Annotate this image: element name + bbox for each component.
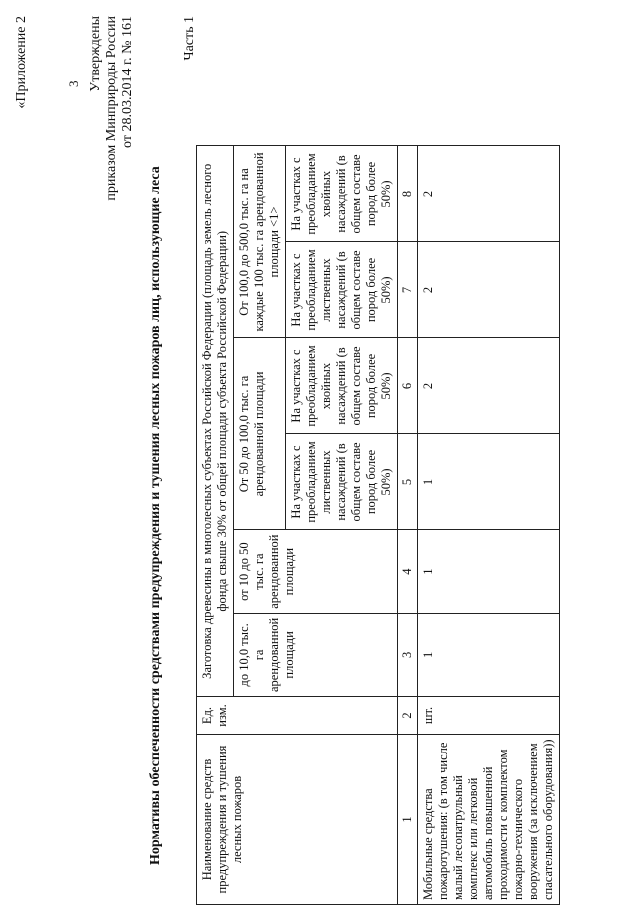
header-100to500: От 100,0 до 500,0 тыс. га на каждые 100 тыс. га арендованной площади <1> [234,146,286,338]
column-number: 4 [398,530,418,613]
row-unit: шт. [418,697,560,735]
norms-table [196,146,560,905]
header-coniferous: На участках с преобладанием хвойных насаждений (в общем составе пород более 50%) [286,146,398,242]
column-number: 1 [398,735,418,905]
column-number: 2 [398,697,418,735]
row-value: 2 [418,338,560,434]
header-10to50: от 10 до 50 тыс. га арендованной площади [234,530,398,613]
column-number: 6 [398,338,418,434]
column-number: 3 [398,613,418,696]
approval-block [88,16,136,236]
row-name: Мобильные средства пожаротушения: (в том числе малый лесопатрульный комплекс или легковой автомобиль повышенной проходимости с комплектом пожарно-технического вооружения (за исключением спасательного оборудования)) [418,735,560,905]
column-number-row [398,146,418,905]
row-value: 1 [418,530,560,613]
header-50to100: От 50 до 100,0 тыс. га арендованной площади [234,338,286,530]
header-deciduous: На участках с преобладанием лиственных насаждений (в общем составе пород более 50%) [286,434,398,530]
row-value: 2 [418,242,560,338]
header-group: Заготовка древесины в многолесных субъектах Российской Федерации (площадь земель лесного фонда свыше 30% от общей площади субъекта Российской Федерации) [197,146,234,697]
part-label: Часть 1 [182,16,197,61]
appendix-label: «Приложение 2 [14,16,29,109]
header-coniferous: На участках с преобладанием хвойных насаждений (в общем составе пород более 50%) [286,338,398,434]
page-number: 3 [66,80,81,87]
row-value: 1 [418,434,560,530]
row-value: 2 [418,146,560,242]
table-row [418,146,560,905]
approved-line: приказом Минприроды России [104,16,119,201]
approved-line: от 28.03.2014 г. № 161 [120,16,135,148]
header-upto10: до 10,0 тыс. га арендованной площади [234,613,398,696]
row-value: 1 [418,613,560,696]
column-number: 8 [398,146,418,242]
column-number: 7 [398,242,418,338]
header-name: Наименование средств предупреждения и тушения лесных пожаров [197,735,398,905]
header-unit: Ед. изм. [197,697,398,735]
approved-line: Утверждены [88,16,103,92]
header-deciduous: На участках с преобладанием лиственных насаждений (в общем составе пород более 50%) [286,242,398,338]
table-header-row [197,146,234,905]
column-number: 5 [398,434,418,530]
document-title: Нормативы обеспеченности средствами предупреждения и тушения лесных пожаров лиц, использующие леса [148,166,163,865]
